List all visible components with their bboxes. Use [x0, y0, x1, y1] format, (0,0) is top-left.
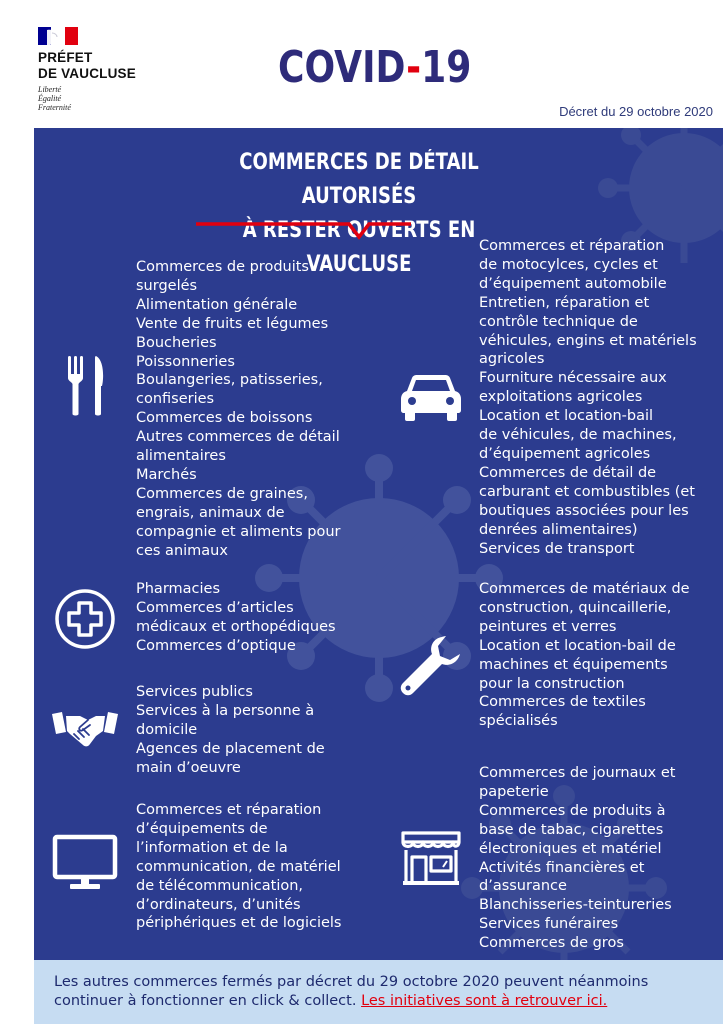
list-item: périphériques et de logiciels [136, 915, 342, 932]
list-item: domicile [136, 721, 198, 738]
list-item: Services funéraires [479, 916, 619, 933]
list-item: compagnie et aliments pour [136, 523, 341, 540]
right-group-construction [479, 580, 690, 731]
list-item: Location et location-bail [479, 408, 654, 425]
footer-banner [34, 960, 723, 1024]
list-item: Agences de placement de [136, 740, 325, 757]
list-item: Commerces de détail de [479, 464, 657, 481]
list-item: engrais, animaux de [136, 504, 285, 521]
list-item: Commerces de boissons [136, 410, 313, 427]
right-group-retail [479, 764, 675, 953]
page-title [278, 40, 471, 96]
list-item: machines et équipements [479, 656, 668, 673]
car-icon [400, 374, 462, 422]
left-group-it [136, 801, 342, 933]
list-item: Commerces de produits à [479, 802, 666, 819]
decree-date: Décret du 29 octobre 2020 [559, 104, 713, 119]
list-item: communication, de matériel [136, 858, 341, 875]
list-item: peintures et verres [479, 618, 617, 635]
section-title-line-2: À RESTER OUVERTS EN VAUCLUSE [242, 218, 476, 277]
list-item: exploitations agricoles [479, 389, 643, 406]
list-item: base de tabac, cigarettes [479, 821, 664, 838]
left-group-services [136, 683, 325, 778]
list-item: main d’oeuvre [136, 759, 241, 776]
republic-motto: Liberté Égalité Fraternité [38, 85, 71, 112]
list-item: Commerces de produits [136, 259, 309, 275]
list-item: Commerces d’optique [136, 637, 296, 654]
list-item: boutiques associées pour les [479, 502, 689, 519]
initiatives-link[interactable]: Les initiatives sont à retrouver ici. [361, 993, 608, 1009]
fork-knife-icon [66, 354, 106, 418]
list-item: papeterie [479, 783, 549, 800]
list-item: Poissonneries [136, 353, 235, 370]
list-item: d’ordinateurs, d’unités [136, 896, 301, 913]
list-item: surgelés [136, 277, 198, 294]
section-title-line-1: COMMERCES DE DÉTAIL AUTORISÉS [239, 150, 479, 209]
list-item: Marchés [136, 466, 197, 483]
list-item: Commerces de journaux et [479, 765, 676, 781]
list-item: Boulangeries, patisseries, [136, 372, 323, 389]
list-item: d’assurance [479, 878, 567, 895]
footer-line-2 [54, 992, 648, 1011]
list-item: Activités financières et [479, 859, 645, 876]
list-item: confiseries [136, 391, 215, 408]
list-item: d’équipement automobile [479, 275, 667, 292]
list-item: Commerces et réparation [479, 238, 665, 254]
list-item: de véhicules, de machines, [479, 427, 677, 444]
header [0, 0, 723, 128]
monitor-icon [52, 834, 118, 892]
list-item: l’information et de la [136, 839, 288, 856]
list-item: de motocylces, cycles et [479, 256, 658, 273]
list-item: Commerces de graines, [136, 485, 308, 502]
prefecture-name: PRÉFET DE VAUCLUSE [38, 50, 136, 81]
list-item: ces animaux [136, 542, 228, 559]
left-group-food [136, 258, 340, 561]
handshake-icon [52, 710, 118, 750]
marianne-logo-icon [38, 27, 78, 45]
right-group-vehicles [479, 237, 697, 558]
list-item: Commerces et réparation [136, 802, 322, 818]
list-item: Fourniture nécessaire aux [479, 370, 667, 387]
list-item: d’équipement agricoles [479, 445, 651, 462]
list-item: Entretien, réparation et [479, 294, 650, 311]
wrench-icon [398, 634, 464, 700]
list-item: contrôle technique de [479, 313, 638, 330]
content-panel [34, 128, 723, 960]
list-item: alimentaires [136, 448, 226, 465]
list-item: Pharmacies [136, 581, 221, 597]
list-item: construction, quincaillerie, [479, 599, 672, 616]
list-item: Autres commerces de détail [136, 429, 340, 446]
list-item: Blanchisseries-teintureries [479, 897, 672, 914]
list-item: spécialisés [479, 713, 558, 730]
title-dash: - [406, 42, 422, 93]
list-item: Commerces de textiles [479, 694, 646, 711]
list-item: électroniques et matériel [479, 840, 662, 857]
list-item: véhicules, engins et matériels [479, 332, 697, 349]
footer-text [54, 973, 648, 1011]
footer-line-1: Les autres commerces fermés par décret du 29 octobre 2020 peuvent néanmoins [54, 974, 649, 990]
list-item: Location et location-bail de [479, 637, 676, 654]
title-main: COVID [278, 42, 407, 93]
list-item: denrées alimentaires) [479, 521, 638, 538]
list-item: médicaux et orthopédiques [136, 618, 336, 635]
list-item: agricoles [479, 351, 545, 368]
left-group-health [136, 580, 336, 656]
list-item: pour la construction [479, 675, 625, 692]
footer-line-2-text: continuer à fonctionner en click & collect. [54, 993, 357, 1009]
speech-bubble-underline-icon [196, 221, 411, 247]
list-item: carburant et combustibles (et [479, 483, 695, 500]
list-item: de télécommunication, [136, 877, 304, 894]
list-item: d’équipements de [136, 820, 268, 837]
list-item: Services publics [136, 684, 253, 700]
list-item: Commerces de matériaux de [479, 581, 690, 597]
title-number: 19 [421, 42, 472, 93]
medical-cross-icon [54, 588, 116, 650]
list-item: Commerces de gros [479, 935, 624, 952]
list-item: Commerces d’articles [136, 599, 294, 616]
list-item: Services de transport [479, 540, 635, 557]
list-item: Boucheries [136, 334, 217, 351]
list-item: Vente de fruits et légumes [136, 315, 329, 332]
list-item: Services à la personne à [136, 702, 315, 719]
list-item: Alimentation générale [136, 296, 298, 313]
shop-icon [400, 830, 462, 886]
